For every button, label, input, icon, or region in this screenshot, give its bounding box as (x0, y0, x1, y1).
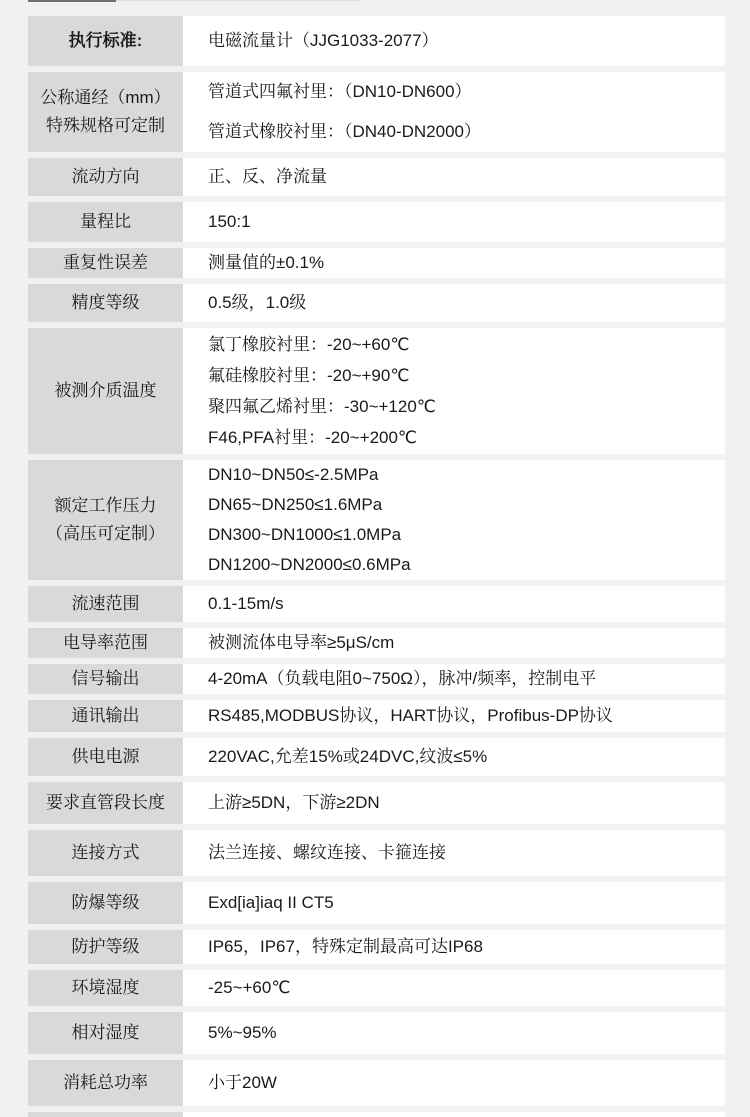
spec-value (183, 586, 725, 622)
spec-value-line: 氟硅橡胶衬里：-20~+90℃ (208, 366, 410, 385)
spec-label (28, 158, 183, 196)
spec-value-line: DN65~DN250≤1.6MPa (208, 495, 383, 514)
spec-value-line: 0.5级，1.0级 (208, 293, 307, 312)
spec-row (28, 970, 725, 1006)
spec-row (28, 700, 725, 732)
spec-label (28, 284, 183, 322)
spec-row (28, 16, 725, 66)
spec-value-line: 法兰连接、螺纹连接、卡箍连接 (208, 843, 446, 862)
spec-row-partial (28, 1112, 725, 1117)
spec-label (28, 328, 183, 454)
spec-label-line: 防爆等级 (71, 893, 140, 912)
spec-label (28, 586, 183, 622)
spec-value-line: 被测流体电导率≥5μS/cm (208, 633, 395, 652)
spec-label (28, 970, 183, 1006)
spec-value-line: 管道式四氟衬里：（DN10-DN600） (208, 82, 472, 101)
spec-row (28, 284, 725, 322)
spec-value (183, 830, 725, 876)
spec-value-line: DN300~DN1000≤1.0MPa (208, 525, 402, 544)
spec-value-line: RS485,MODBUS协议，HART协议，Profibus-DP协议 (208, 706, 613, 725)
spec-table (0, 16, 750, 1117)
spec-label-line: 精度等级 (71, 293, 140, 312)
spec-value-line: 测量值的±0.1% (208, 253, 325, 272)
spec-row (28, 460, 725, 580)
spec-label (28, 930, 183, 964)
spec-label-line: 执行标准: (68, 31, 143, 50)
spec-row (28, 72, 725, 152)
spec-value-line: DN1200~DN2000≤0.6MPa (208, 555, 411, 574)
spec-label-line: 供电电源 (71, 747, 140, 766)
spec-label-line: 公称通经（mm） (40, 88, 171, 107)
spec-value (183, 284, 725, 322)
spec-value (183, 328, 725, 454)
cropped-previous-row-dark-edge (28, 0, 116, 2)
spec-value (183, 1112, 725, 1117)
spec-label (28, 248, 183, 278)
spec-value-line: 电磁流量计（JJG1033-2077） (208, 31, 439, 50)
spec-row (28, 930, 725, 964)
spec-value (183, 158, 725, 196)
spec-label-line: 特殊规格可定制 (46, 116, 165, 135)
spec-value-line: F46,PFA衬里：-20~+200℃ (208, 428, 418, 447)
spec-value-line: DN10~DN50≤-2.5MPa (208, 465, 379, 484)
spec-row (28, 1060, 725, 1106)
spec-row (28, 830, 725, 876)
spec-row (28, 782, 725, 824)
spec-value (183, 664, 725, 694)
spec-value-line: 上游≥5DN，下游≥2DN (208, 793, 380, 812)
spec-label-line: 信号输出 (71, 669, 140, 688)
spec-label-line: 量程比 (80, 212, 131, 231)
spec-label (28, 738, 183, 776)
spec-label (28, 830, 183, 876)
spec-value (183, 700, 725, 732)
spec-value-line: 氯丁橡胶衬里：-20~+60℃ (208, 335, 410, 354)
spec-value (183, 970, 725, 1006)
spec-row (28, 628, 725, 658)
spec-label-line: 被测介质温度 (54, 381, 157, 400)
spec-value-line: IP65，IP67，特殊定制最高可达IP68 (208, 937, 483, 956)
spec-row (28, 664, 725, 694)
spec-label-line: 消耗总功率 (63, 1073, 148, 1092)
spec-value (183, 628, 725, 658)
spec-row (28, 202, 725, 242)
spec-value-line: 5%~95% (208, 1023, 277, 1042)
spec-label (28, 1060, 183, 1106)
spec-label-line: （高压可定制） (46, 524, 165, 543)
spec-row (28, 738, 725, 776)
spec-value-line: 150:1 (208, 212, 251, 231)
spec-label (28, 202, 183, 242)
spec-value (183, 930, 725, 964)
spec-label-line: 流速范围 (71, 594, 140, 613)
spec-label (28, 782, 183, 824)
spec-value (183, 782, 725, 824)
spec-row (28, 158, 725, 196)
spec-value (183, 16, 725, 66)
spec-row (28, 586, 725, 622)
spec-label-line: 额定工作压力 (54, 496, 157, 515)
spec-label (28, 16, 183, 66)
spec-label-line: 连接方式 (71, 843, 140, 862)
spec-value-line: 小于20W (208, 1073, 277, 1092)
cropped-previous-row-light-edge (116, 0, 360, 1)
spec-value-line: 正、反、净流量 (208, 167, 327, 186)
spec-label-line: 流动方向 (71, 167, 140, 186)
spec-value-line: 0.1-15m/s (208, 594, 284, 613)
spec-row (28, 882, 725, 924)
spec-label-line: 环境湿度 (71, 978, 140, 997)
spec-label (28, 1012, 183, 1054)
spec-value-line: 管道式橡胶衬里：（DN40-DN2000） (208, 122, 481, 141)
spec-label (28, 628, 183, 658)
spec-value (183, 882, 725, 924)
spec-label (28, 460, 183, 580)
spec-value (183, 202, 725, 242)
spec-label (28, 1112, 183, 1117)
spec-label (28, 664, 183, 694)
spec-label-line: 重复性误差 (63, 253, 148, 272)
spec-row (28, 248, 725, 278)
spec-label (28, 882, 183, 924)
spec-value-line: 220VAC,允差15%或24DVC,纹波≤5% (208, 747, 488, 766)
spec-value (183, 248, 725, 278)
spec-label-line: 要求直管段长度 (46, 793, 165, 812)
spec-label-line: 电导率范围 (63, 633, 148, 652)
spec-value-line: -25~+60℃ (208, 978, 291, 997)
spec-value-line: 4-20mA（负载电阻0~750Ω），脉冲/频率，控制电平 (208, 669, 597, 688)
spec-label (28, 700, 183, 732)
spec-label-line: 相对湿度 (71, 1023, 140, 1042)
spec-value (183, 460, 725, 580)
spec-label (28, 72, 183, 152)
spec-label-line: 通讯输出 (71, 706, 140, 725)
spec-label-line: 防护等级 (71, 937, 140, 956)
spec-value (183, 1012, 725, 1054)
spec-value-line: 聚四氟乙烯衬里：-30~+120℃ (208, 397, 436, 416)
spec-value (183, 738, 725, 776)
spec-value (183, 1060, 725, 1106)
spec-value (183, 72, 725, 152)
spec-row (28, 328, 725, 454)
spec-value-line: Exd[ia]iaq II CT5 (208, 893, 334, 912)
spec-row (28, 1012, 725, 1054)
